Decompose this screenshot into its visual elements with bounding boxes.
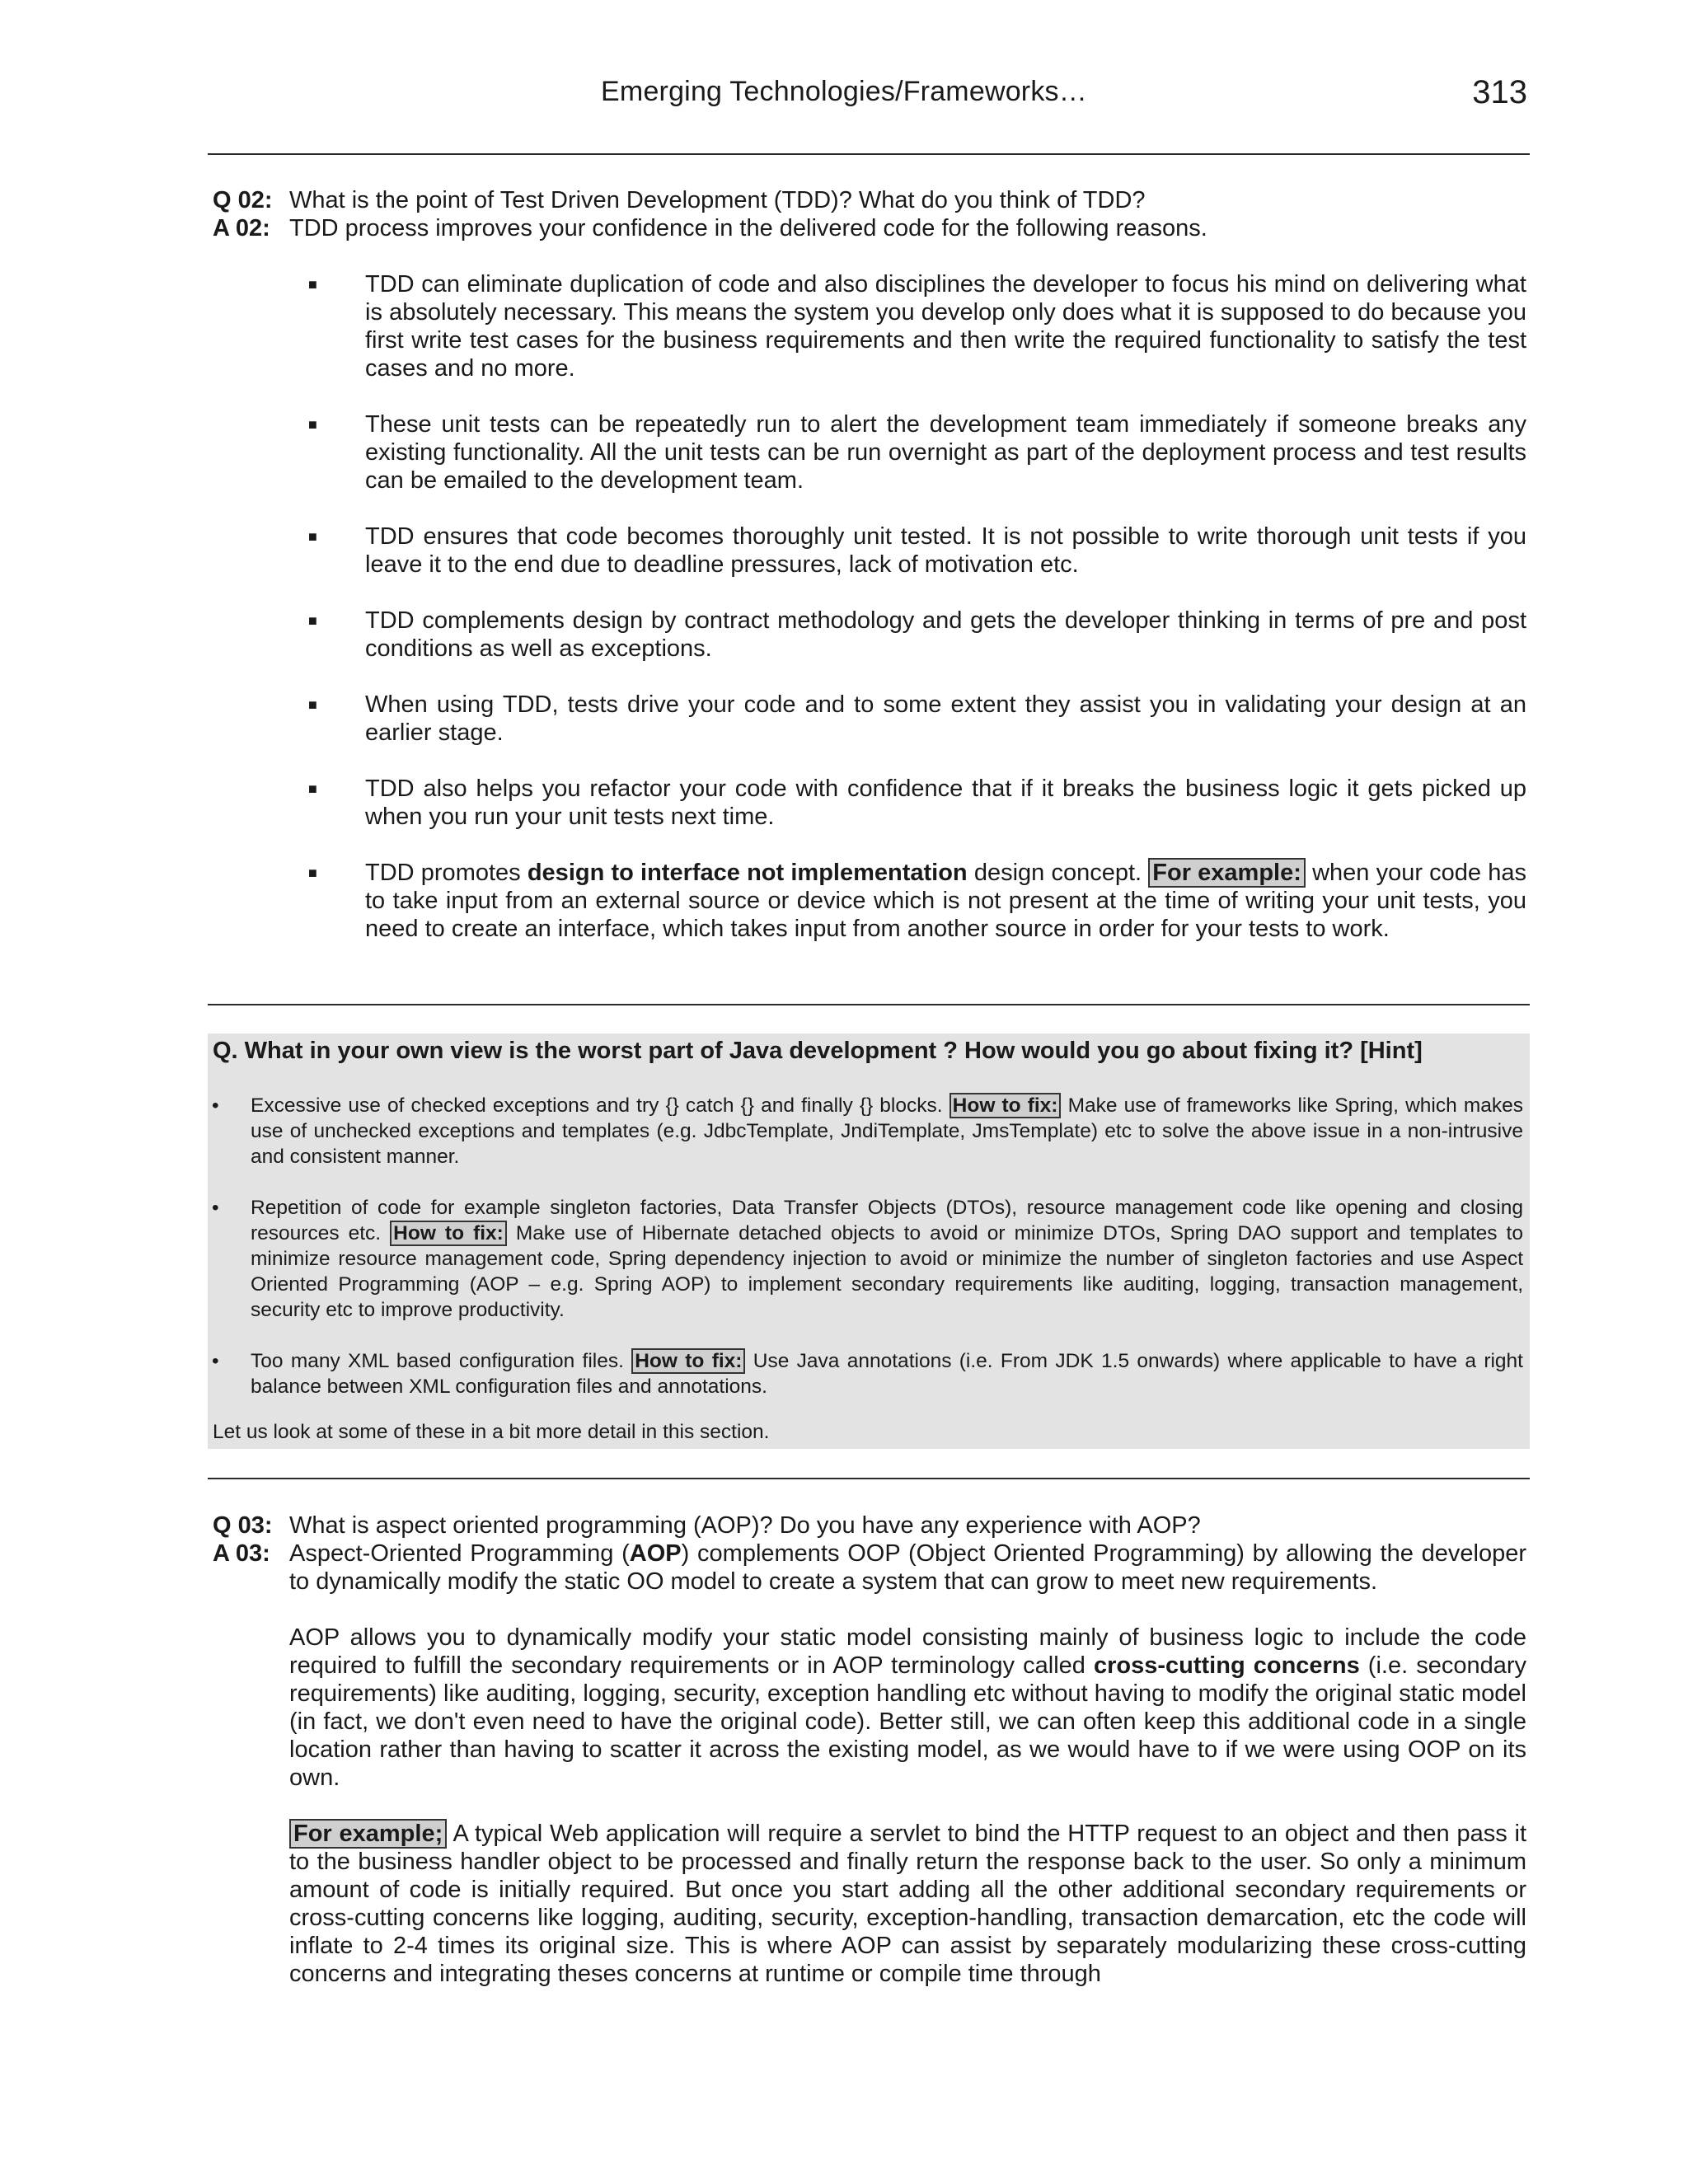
q03-question-row	[213, 1511, 1526, 1540]
hint-box	[208, 1033, 1530, 1449]
a02-answer-row	[213, 214, 1526, 943]
list-item: • Too many XML based configuration files. How to fix: Use Java annotations (i.e. From JDK 1.5 onwards) where applicable to have a right balance between XML configuration files and annotations.	[212, 1350, 1523, 1398]
running-header: Emerging Technologies/Frameworks…	[601, 76, 1087, 107]
list-item: ■ TDD also helps you refactor your code with confidence that if it breaks the business logic it gets picked up when you run your unit tests next time.	[308, 776, 1526, 830]
q03-question: What is aspect oriented programming (AOP)? Do you have any experience with AOP?	[289, 1512, 1201, 1539]
section-rule	[208, 1478, 1530, 1479]
hint-footer: Let us look at some of these in a bit more detail in this section.	[213, 1421, 770, 1443]
dot-bullet-icon: •	[212, 1094, 219, 1117]
list-item: ■ TDD ensures that code becomes thoroughly unit tested. It is not possible to write thorough unit tests if you leave it to the end due to deadline pressures, lack of motivation etc.	[308, 523, 1526, 578]
bold-term: design to interface not implementation	[527, 860, 968, 886]
a03-label: A 03:	[213, 1540, 270, 1567]
how-to-fix-label: How to fix:	[631, 1348, 745, 1374]
q02-label: Q 02:	[213, 187, 273, 213]
list-item: ■ TDD complements design by contract methodology and gets the developer thinking in terms of pre and post conditions as well as exceptions.	[308, 607, 1526, 662]
square-bullet-icon: ■	[308, 416, 317, 433]
a02-label: A 02:	[213, 215, 270, 241]
list-item: • Excessive use of checked exceptions and try {} catch {} and finally {} blocks. How to fix: Make use of frameworks like Spring, which makes use of unchecked exceptions and templates (e.g. JdbcTemplate, JndiTemplate, JmsTemplate) etc to solve the above issue in a non-intrusive and consistent manner.	[212, 1094, 1523, 1168]
q02-question-row	[213, 186, 1526, 214]
square-bullet-icon: ■	[308, 780, 317, 797]
how-to-fix-label: How to fix:	[390, 1221, 507, 1246]
dot-bullet-icon: •	[212, 1197, 219, 1219]
a02-bullet-list	[289, 270, 1526, 943]
a02-intro: TDD process improves your confidence in the delivered code for the following reasons.	[289, 215, 1207, 241]
q02-question: What is the point of Test Driven Development (TDD)? What do you think of TDD?	[289, 187, 1146, 213]
a03-paragraph-3: For example; A typical Web application will require a servlet to bind the HTTP request to an object and then pass it to the business handler object to be processed and finally return the response back to the user. So only a minimum amount of code is initially required. But once you start adding all the other additional secondary requirements or cross-cutting concerns like logging, auditing, security, exception-handling, transaction demarcation, etc the code will inflate to 2-4 times its original size. This is where AOP can assist by separately modularizing these cross-cutting concerns and integrating theses concerns at runtime or compile time through	[289, 1821, 1527, 1987]
hint-question: Q. What in your own view is the worst part of Java development ? How would you go about fixing it? [Hint]	[213, 1038, 1423, 1064]
list-item: ■ TDD can eliminate duplication of code and also disciplines the developer to focus his mind on delivering what is absolutely necessary. This means the system you develop only does what it is supposed to do because you first write test cases for the business requirements and then write the required functionality to satisfy the test cases and no more.	[308, 271, 1526, 382]
square-bullet-icon: ■	[308, 696, 317, 713]
list-item: ■ TDD promotes design to interface not implementation design concept. For example: when your code has to take input from an external source or device which is not present at the time of writing your unit tests, you need to create an interface, which takes input from another source in order for your tests to work.	[308, 860, 1526, 942]
square-bullet-icon: ■	[308, 276, 317, 293]
a03-answer-row	[213, 1540, 1526, 1988]
square-bullet-icon: ■	[308, 865, 317, 881]
list-item: ■ When using TDD, tests drive your code and to some extent they assist you in validating your design at an earlier stage.	[308, 691, 1526, 746]
a03-paragraph-2: AOP allows you to dynamically modify your static model consisting mainly of business logic to include the code required to fulfill the secondary requirements or in AOP terminology called cross-cutting concerns (i.e. secondary requirements) like auditing, logging, security, exception handling etc without having to modify the original static model (in fact, we don't even need to have the original code). Better still, we can often keep this additional code in a single location rather than having to scatter it across the existing model, as we would have to if we were using OOP on its own.	[289, 1624, 1527, 1791]
q03-section	[213, 1511, 1526, 1988]
hint-list	[208, 1093, 1523, 1425]
page-number: 313	[1472, 74, 1527, 110]
header-rule	[208, 153, 1530, 155]
how-to-fix-label: How to fix:	[950, 1093, 1062, 1118]
a03-paragraph-1: Aspect-Oriented Programming (AOP) complements OOP (Object Oriented Programming) by allowing the developer to dynamically modify the static OO model to create a system that can grow to meet new requirements.	[289, 1540, 1526, 1595]
example-label: For example;	[289, 1819, 447, 1849]
list-item: ■ These unit tests can be repeatedly run to alert the development team immediately if someone breaks any existing functionality. All the unit tests can be run overnight as part of the deployment process and test results can be emailed to the development team.	[308, 411, 1526, 494]
dot-bullet-icon: •	[212, 1350, 219, 1372]
list-item: • Repetition of code for example singleton factories, Data Transfer Objects (DTOs), resource management code like opening and closing resources etc. How to fix: Make use of Hibernate detached objects to avoid or minimize DTOs, Spring DAO support and templates to minimize resource management code, Spring dependency injection to avoid or minimize the number of singleton factories and use Aspect Oriented Programming (AOP – e.g. Spring AOP) to implement secondary requirements like auditing, logging, transaction management, security etc to improve productivity.	[212, 1197, 1523, 1321]
square-bullet-icon: ■	[308, 528, 317, 545]
q03-label: Q 03:	[213, 1512, 273, 1539]
q02-section	[213, 186, 1526, 943]
example-label: For example:	[1148, 858, 1306, 888]
section-rule	[208, 1004, 1530, 1005]
bold-term: cross-cutting concerns	[1093, 1652, 1360, 1679]
square-bullet-icon: ■	[308, 612, 317, 629]
